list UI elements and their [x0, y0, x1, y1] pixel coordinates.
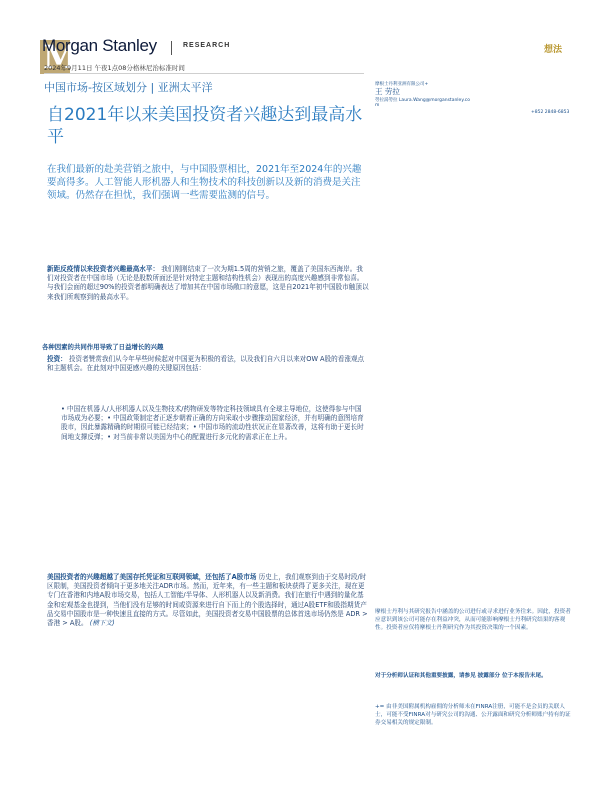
page-title: 自2021年以来美国投资者兴趣达到最高水平: [47, 105, 363, 147]
paragraph-investment-heading: 投资：: [47, 355, 67, 363]
logo-divider: [171, 41, 172, 55]
paragraph-investment: [47, 355, 369, 373]
report-tag: 想法: [544, 45, 563, 55]
analyst-phone: +852 2848-6853: [531, 110, 570, 115]
paragraph-investment-text: 投资者赞赏我们从今年早些时候起对中国更为积极的看法，以及我们自六月以来对OW A股的看涨观点和主题机会。在此刻对中国更感兴趣的关键原因包括：: [47, 355, 365, 373]
paragraph-a-shares-text: 历史上，我们观察到由于交易时段/时区限制，美国投资者倾向于更多地关注ADR市场。然而，近年来，有一些主题和板块获得了更多关注，现在更专门在香港和内地A股市场交易，包括人工智能/半导体、人形机器人以及新消费。我们在旅行中遇到的量化基金和宏观基金也提到，当他们没有足够的时间或资源来进行自下而上的个股选择时，通过A股ETF和股指期货产品交易中国股市是一种快速且直接的方式。尽管如此，美国投资者交易中国股票的总体首选市场仍然是 ADR > 香港 > A股。: [47, 573, 368, 628]
key-reasons-list: • 中国在机器人/人形机器人以及生物技术/药物研发等特定科技领域具有全球主导地位，这使得参与中国市场成为必要；• 中国政策制定者正逐步朝着正确的方向采取小步骤推动国家经济，并有明确的意图培育股市，因此暴露精确的时期很可能已经结束；• 中国市场的流动性状况正在显著改善，这将有助于更长时间地支撑反弹；• 对当前非常以美国为中心的配置进行多元化的需求正在上升。: [61, 405, 364, 441]
research-label: RESEARCH: [183, 42, 231, 49]
disclosure-notice[interactable]: 对于分析师认证和其他重要披露，请参见 披露部分 位于本报告末尾。: [375, 673, 547, 679]
paragraph-a-shares: [47, 573, 369, 628]
logo-text: Morgan Stanley: [42, 36, 157, 55]
continued-note: (横下文): [89, 619, 115, 628]
publish-date: 2024年9月11日 午夜1点08分格林尼治标准时间: [44, 64, 185, 72]
paragraph-interest-heading: 新距反疫情以来投资者兴趣最高水平：: [47, 265, 160, 273]
paragraph-a-shares-heading: 美国投资者的兴趣超越了美国存托凭证和互联网领域，还包括了A股市场: [47, 573, 257, 581]
analyst-email[interactable]: 勞拉湯勞拉 Laura.Wang@morganstanley.co: [375, 98, 471, 103]
finra-notice: += 由非美国附属机构雇佣的分析师未在FINRA注册，可能不是会员的关联人士，可能不受FINRA对与研究公司的沟通、公开露面和研究分析师账户持有的证券交易相关的规定限制。: [375, 704, 571, 726]
paragraph-interest-text: 我们刚刚结束了一次为期1.5周的营销之旅，覆盖了美国东西海岸。我们对投资者在中国市场（无论是股数所面还是针对特定主题和结构性机会）表现出的高度兴趣感到非常惊喜。与我们会面的超过90%的投资者都明确表达了增加其在中国市场敞口的意愿，这是自2021年初中国股市触顶以来我们所观察到的最高水平。: [47, 265, 369, 301]
section-subheading: 各种因素的共同作用导致了日益增长的兴趣: [42, 343, 164, 351]
analyst-name: 王 劳拉: [375, 87, 400, 96]
lead-summary: 在我们最新的赴美营销之旅中，与中国股票相比，2021年至2024年的兴趣要高得多。人工智能人形机器人和生物技术的科技创新以及新的消费是关注领域。仍然存在担忧，我们强调一些需要监测的信号。: [47, 164, 362, 201]
analyst-email-suffix: m: [375, 103, 380, 108]
header-divider: [44, 73, 364, 74]
paragraph-interest: [47, 265, 369, 302]
conflict-disclaimer: 摩根士丹利与其研究报告中涵盖的公司进行或寻求进行业务往来。因此，投资者应意识到该公司可能存在利益冲突，从而可能影响摩根士丹利研究结果的客观性。投资者应仅将摩根士丹利研究作为其投资决策的一个因素。: [375, 609, 571, 631]
firm-name: 摩根士丹利亚洲有限公司+: [375, 82, 429, 87]
category-label: 中国市场-按区域划分 | 亚洲太平洋: [44, 81, 213, 94]
